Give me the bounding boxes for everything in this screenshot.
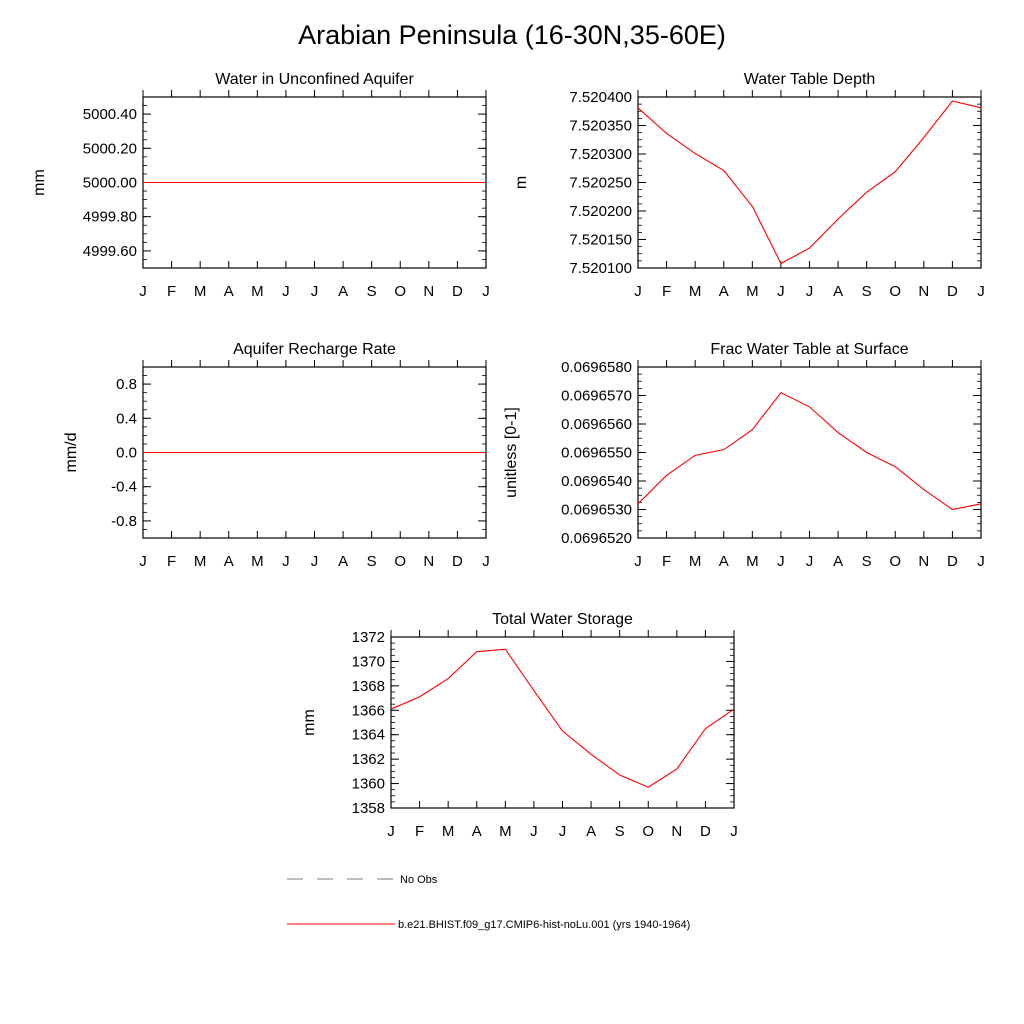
x-tick-label: S bbox=[861, 553, 872, 570]
x-tick-label: M bbox=[193, 283, 207, 300]
x-tick-label: D bbox=[451, 283, 463, 300]
x-tick-label: O bbox=[889, 283, 902, 300]
x-tick-label: F bbox=[414, 823, 425, 840]
x-tick-label: F bbox=[661, 283, 672, 300]
series-line bbox=[391, 649, 734, 787]
panel-title: Aquifer Recharge Rate bbox=[233, 341, 396, 358]
y-tick-label: 0.0696520 bbox=[561, 530, 632, 547]
x-tick-label: N bbox=[423, 283, 435, 300]
y-tick-label: 7.520300 bbox=[569, 146, 632, 163]
series-line bbox=[638, 393, 981, 510]
x-tick-label: A bbox=[471, 823, 482, 840]
x-tick-label: A bbox=[223, 553, 234, 570]
x-tick-label: J bbox=[805, 553, 814, 570]
y-tick-label: 4999.60 bbox=[82, 242, 137, 260]
x-tick-label: N bbox=[918, 553, 930, 570]
x-tick-label: O bbox=[394, 553, 407, 570]
legend bbox=[287, 874, 690, 931]
x-tick-label: M bbox=[441, 823, 455, 840]
x-tick-label: J bbox=[634, 553, 642, 570]
x-tick-label: D bbox=[699, 823, 711, 840]
x-tick-label: M bbox=[746, 283, 759, 300]
x-tick-label: M bbox=[688, 553, 702, 570]
x-tick-label: A bbox=[338, 553, 349, 570]
y-axis-label: unitless [0-1] bbox=[503, 407, 520, 498]
y-tick-label: 0.0696560 bbox=[561, 416, 632, 433]
x-tick-label: J bbox=[139, 553, 147, 570]
x-tick-label: J bbox=[805, 283, 814, 300]
legend-obs-label: No Obs bbox=[400, 874, 438, 886]
panel-title: Frac Water Table at Surface bbox=[710, 341, 909, 358]
y-tick-label: 7.520250 bbox=[569, 174, 632, 192]
panel-title: Water Table Depth bbox=[743, 71, 876, 88]
x-tick-label: M bbox=[251, 283, 264, 300]
x-tick-label: J bbox=[777, 553, 785, 570]
x-tick-label: M bbox=[499, 823, 512, 840]
y-tick-label: 4999.80 bbox=[82, 208, 137, 226]
x-tick-label: J bbox=[977, 553, 985, 570]
x-tick-label: S bbox=[614, 823, 625, 840]
y-tick-label: 7.520350 bbox=[569, 117, 632, 135]
x-tick-label: F bbox=[166, 553, 177, 570]
chart-panel-2 bbox=[513, 71, 985, 300]
x-tick-label: O bbox=[889, 553, 902, 570]
chart-panel-5 bbox=[301, 611, 738, 840]
y-tick-label: -0.4 bbox=[111, 478, 137, 496]
y-tick-label: 1372 bbox=[351, 629, 385, 646]
y-axis-label: m bbox=[513, 175, 530, 190]
x-tick-label: D bbox=[946, 553, 958, 570]
x-tick-label: J bbox=[282, 283, 290, 300]
y-axis-label: mm bbox=[301, 709, 318, 736]
x-tick-label: M bbox=[688, 283, 702, 300]
y-tick-label: 1364 bbox=[351, 726, 385, 744]
x-tick-label: N bbox=[423, 553, 435, 570]
panel-title: Water in Unconfined Aquifer bbox=[215, 71, 414, 88]
figure-title: Arabian Peninsula (16-30N,35-60E) bbox=[298, 20, 726, 50]
legend-model-label: b.e21.BHIST.f09_g17.CMIP6-hist-noLu.001 (yrs 1940-1964) bbox=[398, 919, 691, 931]
x-tick-label: A bbox=[718, 553, 729, 570]
y-tick-label: 0.4 bbox=[116, 410, 137, 428]
y-tick-label: 1366 bbox=[351, 702, 385, 720]
y-tick-label: 0.0696580 bbox=[561, 359, 632, 376]
x-tick-label: O bbox=[642, 823, 655, 840]
series-line bbox=[638, 101, 981, 263]
x-tick-label: D bbox=[946, 283, 958, 300]
x-tick-label: A bbox=[833, 283, 844, 300]
chart-panel-3 bbox=[63, 341, 490, 570]
x-tick-label: J bbox=[139, 283, 147, 300]
x-tick-label: J bbox=[530, 823, 538, 840]
y-tick-label: 0.0696570 bbox=[561, 387, 632, 405]
x-tick-label: S bbox=[861, 283, 872, 300]
x-tick-label: A bbox=[833, 553, 844, 570]
x-tick-label: S bbox=[366, 553, 377, 570]
y-tick-label: 5000.00 bbox=[82, 174, 137, 192]
y-axis-label: mm/d bbox=[63, 432, 80, 473]
y-tick-label: 0.8 bbox=[116, 376, 137, 394]
x-tick-label: F bbox=[661, 553, 672, 570]
x-tick-label: J bbox=[634, 283, 642, 300]
chart-panel-4 bbox=[503, 341, 985, 570]
x-tick-label: O bbox=[394, 283, 407, 300]
y-tick-label: 5000.40 bbox=[82, 106, 137, 124]
x-tick-label: J bbox=[558, 823, 567, 840]
x-tick-label: M bbox=[193, 553, 207, 570]
x-tick-label: J bbox=[310, 553, 319, 570]
y-tick-label: 0.0696550 bbox=[561, 444, 632, 462]
y-tick-label: 7.520100 bbox=[569, 260, 632, 277]
x-tick-label: M bbox=[251, 553, 264, 570]
x-tick-label: J bbox=[777, 283, 785, 300]
y-tick-label: -0.8 bbox=[111, 512, 137, 530]
y-tick-label: 1360 bbox=[351, 775, 385, 793]
y-axis-label: mm bbox=[31, 169, 48, 196]
y-tick-label: 1358 bbox=[351, 800, 385, 817]
x-tick-label: J bbox=[310, 283, 319, 300]
y-tick-label: 1370 bbox=[351, 653, 385, 671]
x-tick-label: N bbox=[671, 823, 683, 840]
x-tick-label: A bbox=[223, 283, 234, 300]
x-tick-label: A bbox=[586, 823, 597, 840]
x-tick-label: A bbox=[718, 283, 729, 300]
chart-panel-1 bbox=[31, 71, 490, 300]
y-tick-label: 7.520150 bbox=[569, 231, 632, 249]
x-tick-label: F bbox=[166, 283, 177, 300]
x-tick-label: J bbox=[482, 283, 490, 300]
y-tick-label: 7.520400 bbox=[569, 89, 632, 106]
x-tick-label: M bbox=[746, 553, 759, 570]
x-tick-label: N bbox=[918, 283, 930, 300]
y-tick-label: 1362 bbox=[351, 751, 385, 769]
plot-frame bbox=[391, 637, 734, 808]
plot-frame bbox=[638, 97, 981, 268]
plot-frame bbox=[638, 367, 981, 538]
x-tick-label: J bbox=[282, 553, 290, 570]
x-tick-label: A bbox=[338, 283, 349, 300]
y-tick-label: 1368 bbox=[351, 677, 385, 695]
panel-title: Total Water Storage bbox=[492, 611, 633, 628]
x-tick-label: J bbox=[387, 823, 395, 840]
y-tick-label: 0.0696540 bbox=[561, 473, 632, 490]
y-tick-label: 7.520200 bbox=[569, 203, 632, 220]
y-tick-label: 0.0696530 bbox=[561, 501, 632, 519]
x-tick-label: S bbox=[366, 283, 377, 300]
x-tick-label: D bbox=[451, 553, 463, 570]
x-tick-label: J bbox=[482, 553, 490, 570]
x-tick-label: J bbox=[730, 823, 738, 840]
x-tick-label: J bbox=[977, 283, 985, 300]
y-tick-label: 5000.20 bbox=[82, 140, 137, 158]
y-tick-label: 0.0 bbox=[116, 444, 137, 462]
